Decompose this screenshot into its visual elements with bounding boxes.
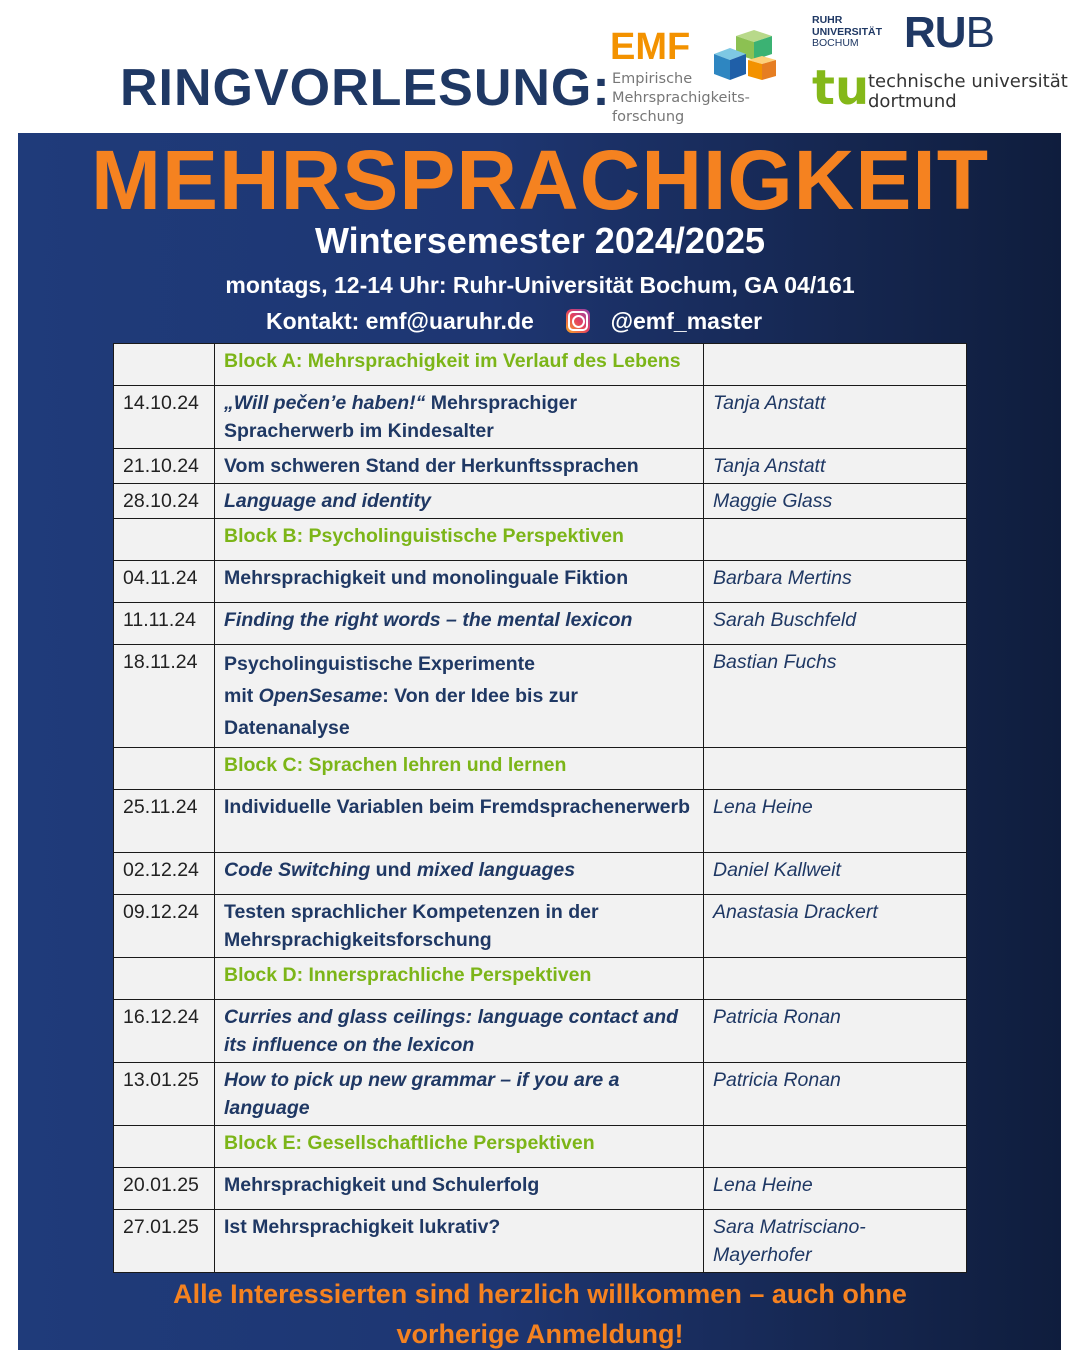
instagram-icon [566, 309, 590, 333]
table-row [114, 790, 967, 853]
date-cell: 28.10.24 [114, 484, 215, 519]
speaker-cell: Barbara Mertins [704, 561, 967, 603]
speaker-cell: Lena Heine [704, 1168, 967, 1210]
emf-logo-word: EMF [610, 26, 691, 68]
date-cell: 04.11.24 [114, 561, 215, 603]
lecture-title: Mehrsprachigkeit und monolinguale Fiktion [215, 561, 704, 603]
speaker-cell: Sara Matrisciano-Mayerhofer [704, 1210, 967, 1273]
date-cell: 20.01.25 [114, 1168, 215, 1210]
main-title: MEHRSPRACHIGKEIT [90, 133, 990, 227]
date-cell: 09.12.24 [114, 895, 215, 958]
lecture-title: Language and identity [215, 484, 704, 519]
date-cell [114, 344, 215, 386]
date-cell [114, 1126, 215, 1168]
contact-email[interactable]: Kontakt: emf@uaruhr.de [266, 308, 534, 334]
date-cell: 02.12.24 [114, 853, 215, 895]
instagram-handle[interactable]: @emf_master [610, 308, 763, 334]
speaker-cell: Lena Heine [704, 790, 967, 853]
speaker-cell: Maggie Glass [704, 484, 967, 519]
header-title: RINGVORLESUNG: [120, 59, 611, 117]
date-cell: 25.11.24 [114, 790, 215, 853]
speaker-cell [704, 748, 967, 790]
block-row [114, 344, 967, 386]
speaker-cell [704, 519, 967, 561]
date-cell: 16.12.24 [114, 1000, 215, 1063]
speaker-cell: Tanja Anstatt [704, 449, 967, 484]
date-cell: 14.10.24 [114, 386, 215, 449]
semester-subtitle: Wintersemester 2024/2025 [315, 220, 765, 261]
lecture-title: „Will pečen’e haben!“ Mehrsprachiger Spracherwerb im Kindesalter [215, 386, 704, 449]
date-cell: 11.11.24 [114, 603, 215, 645]
block-heading: Block D: Innersprachliche Perspektiven [215, 958, 704, 1000]
date-cell: 27.01.25 [114, 1210, 215, 1273]
time-location-info: montags, 12-14 Uhr: Ruhr-Universität Bochum, GA 04/161 [225, 272, 855, 298]
speaker-cell [704, 344, 967, 386]
date-cell [114, 748, 215, 790]
lecture-title: Testen sprachlicher Kompetenzen in der Mehrsprachigkeitsforschung [215, 895, 704, 958]
emf-logo-subtitle: Empirische Mehrsprachigkeits- forschung [612, 71, 750, 125]
block-heading: Block B: Psycholinguistische Perspektiven [215, 519, 704, 561]
table-row [114, 1168, 967, 1210]
tu-logo-text: technische universität dortmund [868, 71, 1068, 112]
lecture-title: Vom schweren Stand der Herkunftssprachen [215, 449, 704, 484]
speaker-cell [704, 1126, 967, 1168]
lecture-title: Mehrsprachigkeit und Schulerfolg [215, 1168, 704, 1210]
footer-note: Alle Interessierten sind herzlich willkommen – auch ohne vorherige Anmeldung! [173, 1279, 907, 1349]
block-row [114, 1126, 967, 1168]
table-row [114, 1210, 967, 1273]
speaker-cell [704, 958, 967, 1000]
block-heading: Block E: Gesellschaftliche Perspektiven [215, 1126, 704, 1168]
block-heading: Block C: Sprachen lehren und lernen [215, 748, 704, 790]
date-cell: 21.10.24 [114, 449, 215, 484]
table-row [114, 449, 967, 484]
speaker-cell: Daniel Kallweit [704, 853, 967, 895]
date-cell [114, 958, 215, 1000]
table-row [114, 561, 967, 603]
date-cell: 13.01.25 [114, 1063, 215, 1126]
lecture-title: Finding the right words – the mental lexicon [215, 603, 704, 645]
table-row [114, 1000, 967, 1063]
lecture-title: Code Switching und mixed languages [215, 853, 704, 895]
block-row [114, 958, 967, 1000]
contact-line [266, 304, 762, 338]
speaker-cell: Patricia Ronan [704, 1000, 967, 1063]
table-row [114, 386, 967, 449]
table-row [114, 603, 967, 645]
rub-logo-text: RUHR UNIVERSITÄT BOCHUM [812, 14, 883, 49]
emf-logo [610, 26, 790, 130]
schedule-table [113, 343, 967, 1273]
tu-logo-mark: tu [812, 60, 870, 116]
lecture-title: How to pick up new grammar – if you are a language [215, 1063, 704, 1126]
lecture-title: Ist Mehrsprachigkeit lukrativ? [215, 1210, 704, 1273]
table-row [114, 484, 967, 519]
speaker-cell: Bastian Fuchs [704, 645, 967, 748]
rub-logo: RUB [904, 8, 994, 57]
table-row [114, 1063, 967, 1126]
lecture-title: Individuelle Variablen beim Fremdsprachenerwerb [215, 790, 704, 853]
speaker-cell: Sarah Buschfeld [704, 603, 967, 645]
table-row [114, 853, 967, 895]
table-row [114, 645, 967, 748]
speaker-cell: Anastasia Drackert [704, 895, 967, 958]
speaker-cell: Patricia Ronan [704, 1063, 967, 1126]
lecture-title: Psycholinguistische Experimente mit OpenSesame: Von der Idee bis zur Datenanalyse [215, 645, 704, 748]
block-heading: Block A: Mehrsprachigkeit im Verlauf des Lebens [215, 344, 704, 386]
block-row [114, 748, 967, 790]
date-cell [114, 519, 215, 561]
speaker-cell: Tanja Anstatt [704, 386, 967, 449]
date-cell: 18.11.24 [114, 645, 215, 748]
block-row [114, 519, 967, 561]
lecture-title: Curries and glass ceilings: language contact and its influence on the lexicon [215, 1000, 704, 1063]
table-row [114, 895, 967, 958]
